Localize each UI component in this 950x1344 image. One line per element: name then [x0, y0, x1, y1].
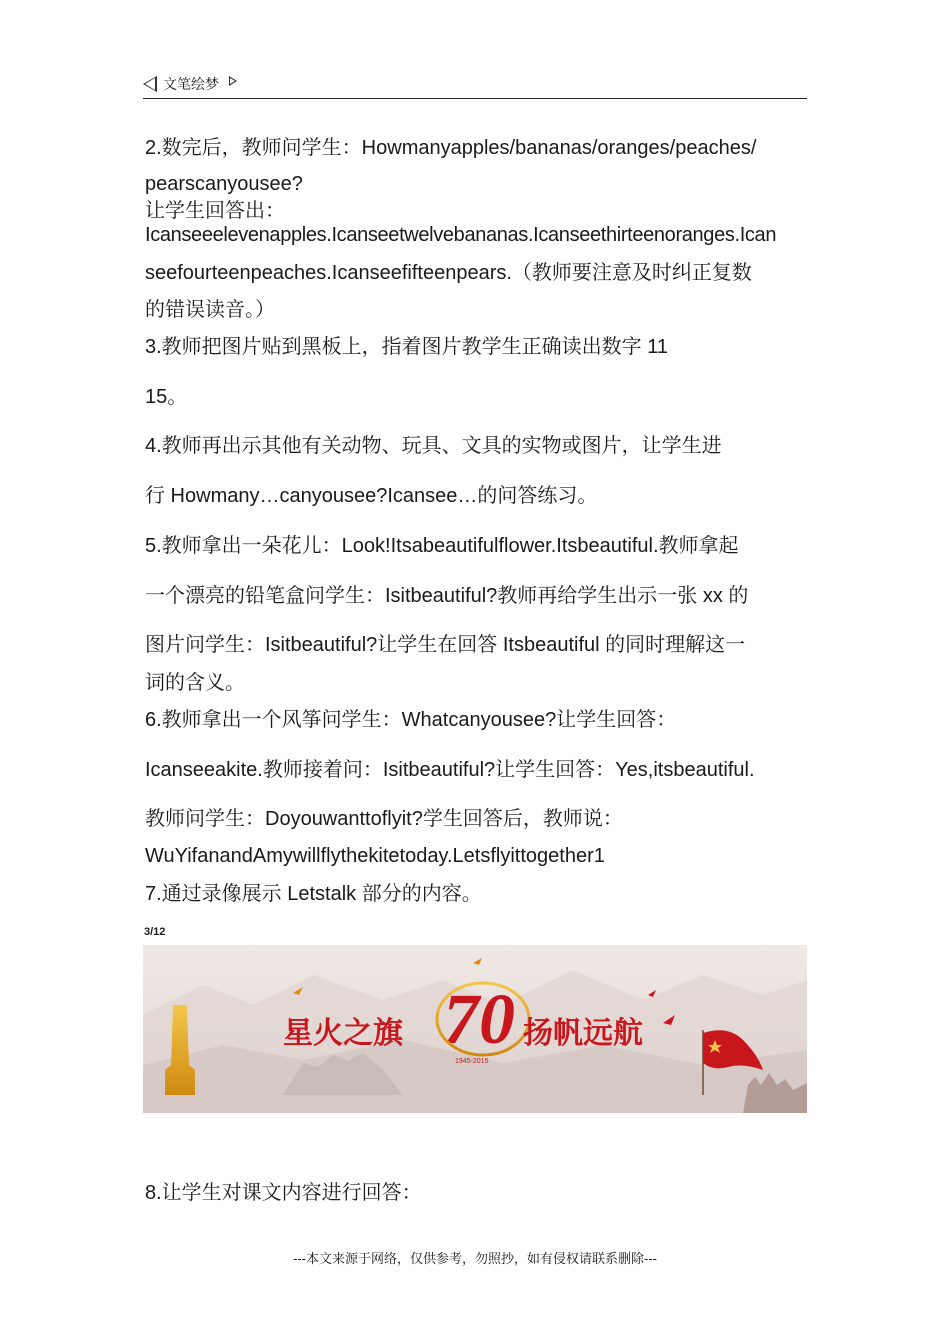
text-line: 行 Howmany…canyousee?Icansee…的问答练习。: [145, 485, 598, 507]
page-number: 3/12: [144, 926, 166, 938]
text-line: 3.教师把图片贴到黑板上，指着图片教学生正确读出数字 11: [145, 336, 668, 358]
emblem-years: 1945-2015: [455, 1058, 489, 1065]
text-line: 5.教师拿出一朵花儿：Look!Itsabeautifulflower.Itsbeautiful.教师拿起: [145, 535, 739, 557]
text-line: Icanseeelevenapples.Icanseetwelvebananas.Icanseethirteenoranges.Ican: [145, 224, 777, 246]
text-line: pearscanyousee?: [145, 173, 303, 195]
text-line: seefourteenpeaches.Icanseefifteenpears.（教师要注意及时纠正复数: [145, 262, 752, 284]
text-line: 7.通过录像展示 Letstalk 部分的内容。: [145, 883, 482, 905]
text-line: 的错误读音。）: [145, 299, 275, 321]
calligraphy-right: 扬帆远航: [523, 1016, 643, 1051]
text-line: 让学生回答出：: [145, 200, 285, 222]
emblem-number: 70: [443, 979, 515, 1059]
text-line: WuYifanandAmywillflythekitetoday.Letsflyittogether1: [145, 845, 605, 867]
header-brand: [143, 74, 237, 94]
text-line: Icanseeakite.教师接着问：Isitbeautiful?让学生回答：Yes,itsbeautiful.: [145, 759, 755, 781]
text-line: 6.教师拿出一个风筝问学生：Whatcanyousee?让学生回答：: [145, 709, 677, 731]
text-line: 8.让学生对课文内容进行回答：: [145, 1182, 422, 1204]
text-line: 2.数完后，教师问学生：Howmanyapples/bananas/oranges/peaches/: [145, 137, 757, 159]
triangle-right-icon: [229, 76, 237, 86]
disclaimer-footer: ---本文来源于网络，仅供参考，勿照抄，如有侵权请联系删除---: [293, 1251, 657, 1266]
anniversary-banner: [143, 945, 807, 1113]
text-line: 词的含义。: [145, 672, 245, 694]
text-line: 图片问学生：Isitbeautiful?让学生在回答 Itsbeautiful 的同时理解这一: [145, 634, 746, 656]
text-line: 一个漂亮的铅笔盒问学生：Isitbeautiful?教师再给学生出示一张 xx 的: [145, 585, 749, 607]
header-title: 文笔绘梦: [163, 76, 219, 92]
text-line: 教师问学生：Doyouwanttoflyit?学生回答后，教师说：: [145, 808, 623, 830]
triangle-left-icon: [143, 76, 157, 92]
text-line: 15。: [145, 386, 188, 408]
calligraphy-left: 星火之旗: [283, 1016, 403, 1051]
page-header: [143, 72, 807, 99]
text-line: 4.教师再出示其他有关动物、玩具、文具的实物或图片，让学生进: [145, 435, 722, 457]
